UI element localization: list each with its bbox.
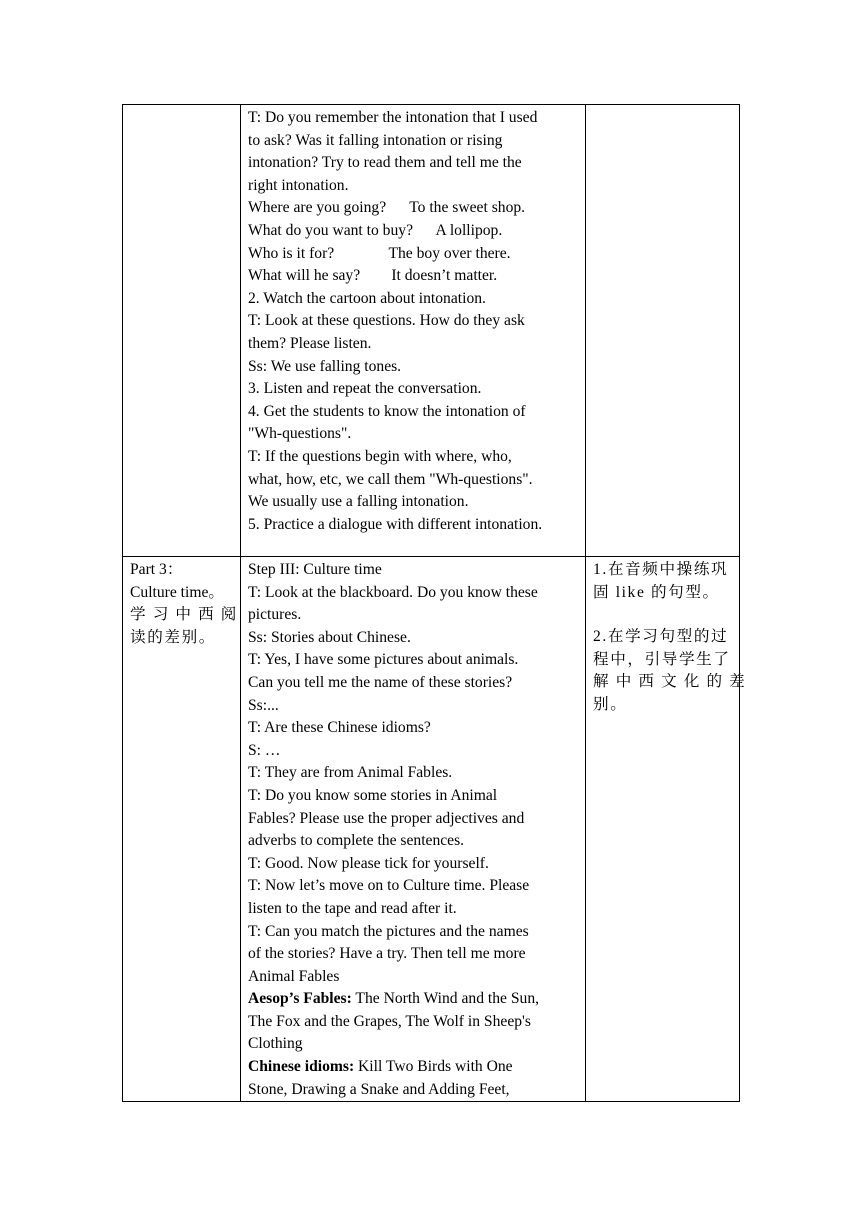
text-line: T: Are these Chinese idioms? bbox=[248, 719, 431, 737]
text-line: T: Now let’s move on to Culture time. Please bbox=[248, 877, 530, 895]
table-row bbox=[123, 105, 740, 557]
text-line: T: Yes, I have some pictures about animals. bbox=[248, 651, 519, 669]
part-cell bbox=[123, 105, 241, 557]
text-line: Ss:... bbox=[248, 696, 279, 714]
text-line: T: Look at the blackboard. Do you know these bbox=[248, 583, 538, 601]
text-line: Who is it for? The boy over there. bbox=[248, 244, 511, 262]
procedure-cell bbox=[241, 557, 586, 1102]
text-line: to ask? Was it falling intonation or rising bbox=[248, 131, 503, 149]
purpose-item: 解 中 西 文 化 的 差 bbox=[593, 673, 747, 691]
text-line: T: Good. Now please tick for yourself. bbox=[248, 854, 489, 872]
text-line: listen to the tape and read after it. bbox=[248, 899, 457, 917]
aesop-fables-line bbox=[248, 988, 578, 1011]
text-line: T: If the questions begin with where, who, bbox=[248, 447, 512, 465]
text-line: Where are you going? To the sweet shop. bbox=[248, 199, 526, 217]
text-line: Ss: We use falling tones. bbox=[248, 357, 402, 375]
text-line: 2. Watch the cartoon about intonation. bbox=[248, 289, 486, 307]
table-row bbox=[123, 557, 740, 1102]
text-line: 5. Practice a dialogue with different intonation. bbox=[248, 515, 543, 533]
lesson-plan-table bbox=[122, 104, 747, 1102]
text-line: Animal Fables bbox=[248, 967, 340, 985]
text-line: Fables? Please use the proper adjectives and bbox=[248, 809, 525, 827]
text-line: What will he say? It doesn’t matter. bbox=[248, 267, 498, 285]
text-line: T: Can you match the pictures and the names bbox=[248, 922, 529, 940]
text-line: We usually use a falling intonation. bbox=[248, 493, 469, 511]
purpose-item: 2.在学习句型的过 bbox=[593, 628, 729, 646]
text-line: Ss: Stories about Chinese. bbox=[248, 628, 411, 646]
text-line: T: Do you remember the intonation that I used bbox=[248, 109, 538, 126]
purpose-item: 1.在音频中操练巩 bbox=[593, 561, 729, 578]
text-line: Stone, Drawing a Snake and Adding Feet, bbox=[248, 1080, 510, 1098]
text-line: right intonation. bbox=[248, 176, 349, 194]
text-line: of the stories? Have a try. Then tell me more bbox=[248, 945, 526, 963]
text-line: them? Please listen. bbox=[248, 334, 372, 352]
text-line: pictures. bbox=[248, 606, 302, 624]
spacer bbox=[593, 604, 732, 626]
step-heading: Step III: Culture time bbox=[248, 561, 382, 578]
purpose-item: 别。 bbox=[593, 695, 628, 713]
text-line: 3. Listen and repeat the conversation. bbox=[248, 380, 482, 398]
text-line: "Wh-questions". bbox=[248, 425, 352, 443]
procedure-cell bbox=[241, 105, 586, 557]
part-cell bbox=[123, 557, 241, 1102]
text-line: Can you tell me the name of these stories? bbox=[248, 673, 513, 691]
text-line: T: Look at these questions. How do they ask bbox=[248, 312, 525, 330]
aesop-fables-text: The North Wind and the Sun, bbox=[351, 990, 540, 1008]
purpose-cell bbox=[586, 557, 747, 1102]
purpose-item: 固 like 的句型。 bbox=[593, 583, 720, 601]
text-line: adverbs to complete the sentences. bbox=[248, 832, 465, 850]
text-line: S: … bbox=[248, 741, 281, 759]
chinese-idioms-text: Kill Two Birds with One bbox=[354, 1058, 513, 1076]
purpose-item: 程中，引导学生了 bbox=[593, 650, 731, 668]
chinese-idioms-line bbox=[248, 1056, 578, 1079]
text-line: What do you want to buy? A lollipop. bbox=[248, 221, 503, 239]
part-title: Culture time。 bbox=[130, 583, 224, 601]
text-line: Clothing bbox=[248, 1035, 303, 1053]
text-line: 4. Get the students to know the intonation of bbox=[248, 402, 526, 420]
text-line: intonation? Try to read them and tell me the bbox=[248, 154, 522, 172]
part-goal: 读的差别。 bbox=[130, 628, 216, 646]
text-line: T: They are from Animal Fables. bbox=[248, 764, 453, 782]
text-line: T: Do you know some stories in Animal bbox=[248, 786, 498, 804]
text-line: The Fox and the Grapes, The Wolf in Sheep's bbox=[248, 1012, 531, 1030]
purpose-cell bbox=[586, 105, 740, 557]
part-label: Part 3： bbox=[130, 561, 183, 578]
aesop-fables-label: Aesop’s Fables: bbox=[248, 990, 352, 1008]
chinese-idioms-label: Chinese idioms: bbox=[248, 1058, 355, 1076]
text-line: what, how, etc, we call them "Wh-questions". bbox=[248, 470, 533, 488]
part-goal: 学 习 中 西 阅 bbox=[130, 606, 238, 624]
